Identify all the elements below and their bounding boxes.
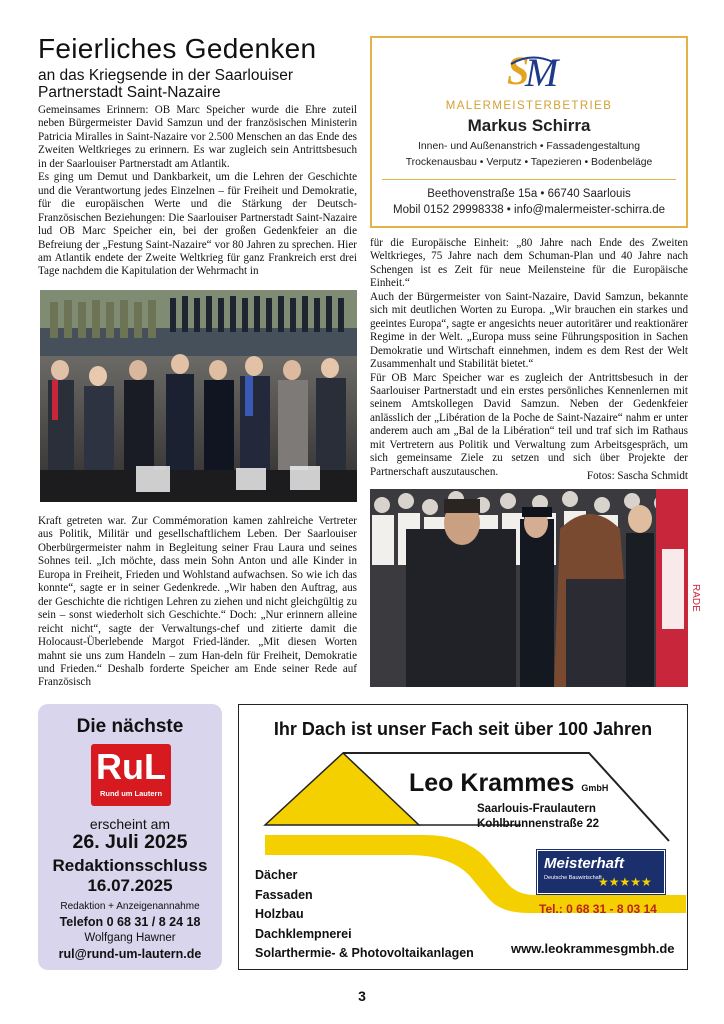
ceremony-photo-image [40,290,357,502]
painter-address: Beethovenstraße 15a • 66740 Saarlouis [427,188,631,200]
roofing-headline: Ihr Dach ist unser Fach seit über 100 Jahren [273,719,653,739]
rul-deadline-label: Redaktionsschluss [52,856,208,875]
painter-logo-icon [503,48,559,94]
roofing-address-line1: Saarlouis-Fraulautern [477,803,596,815]
painter-divider [382,179,676,180]
roofing-company-suffix: GmbH [581,783,609,793]
article-paragraph: für die Europäische Einheit: „80 Jahre nach Ende des Zweiten Weltkrieges, 75 Jahre nach dem Schuman-Plan und 40 Jahre nach Schengen ist es Zeit für neue Meilensteine für die Europäische Einheit.“ [370,237,688,290]
rul-heading: Die nächste [76,716,184,737]
photo-credit: Fotos: Sascha Schmidt [586,470,688,482]
rul-logo-text: RuL [96,746,166,787]
crowd-photo-image [370,489,701,687]
rul-phone: Telefon 0 68 31 / 8 24 18 [59,915,201,929]
rul-appears-label: erscheint am [89,816,171,832]
article-paragraph: Auch der Bürgermeister von Saint-Nazaire, David Samzun, bekannte sich mit deutlichen Worten zu Europa. „Wir brauchen ein starkes und geeintes Europa“, sagte er angesichts neuer autoritärer und reaktionärer Regime in der Welt. „Europa muss seine Führungsposition in Sachen Demokratie und Wirtschaft einnehmen, indem es dem Rest der Welt Zusammenhalt und Stabilität bietet.“ [370,290,688,371]
crowd-photo [370,489,701,687]
rul-email: rul@rund-um-lautern.de [58,947,202,961]
article-paragraph: Gemeinsames Erinnern: OB Marc Speicher wurde die Ehre zuteil neben Bürgermeister David Samzun und der französischen Ministerin Patricia Miralles in Saint-Nazaire vor 2.500 Menschen an das Ende des Zweiten Weltkrieges zu erinnern. Es war zugleich sein Antrittsbesuch in der Saarlouiser Partnerstadt am Atlantik. [38,104,357,170]
rul-service: Redaktion + Anzeigenannahme [60,901,200,912]
roofing-address-line2: Kohlbrunnenstraße 22 [477,818,600,830]
roofing-services [255,866,474,964]
article-paragraph: Kraft getreten war. Zur Commémoration kamen zahlreiche Vertreter aus Politik, Militär und gesellschaftlichem Leben. Der Saarlouiser Oberbürgermeister nahm in Begleitung seiner Frau Laura und seines Sohnes teil. „Ich möchte, dass mein Sohn Anton und alle Kinder in Europa in Freiheit, Frieden und Wohlstand aufwachsen. So wie ich das konnte“, sagte er in seiner Gedenkrede. „Wir haben den Auftrag, aus der Geschichte die richtigen Lehren zu ziehen und nicht gleichgültig zu sein – sonst wiederholt sich Geschichte.“ Doch: „Nur erinnern alleine reicht nicht“, sagte der Verwaltungs-chef und zitierte damit die Holocaust-Überlebende Margot Fried-länder. „Mit diesen Worten mahnt sie uns zum Handeln – zum Han-deln für Freiheit, Demokratie und Frieden.“ Deshalb forderte Speicher am Ende seiner Rede auf Französisch [38,515,357,689]
roofing-website: www.leokrammesgmbh.de [511,941,675,956]
rul-logo-subtitle: Rund um Lautern [99,789,163,798]
article-paragraph: Es ging um Demut und Dankbarkeit, um die Lehren der Geschichte und die Verantwortung jedes Einzelnen – für Freiheit und Demokratie, für die europäischen Werte und die Stärkung der Deutsch-Französischen Beziehungen: Die Saarlouiser Partnerstadt Saint-Nazaire lud OB Marc Speicher ein, bei der großen Gedenkfeier an die Befreiung der „Festung Saint-Nazaire“ vor 80 Jahren zu sprechen. Hier am Atlantik endete der Zweite Weltkrieg für ganz Frankreich erst drei Tage nachdem die Kapitulation der Wehrmacht in [38,171,357,278]
roofing-service-item: Solarthermie- & Photovoltaikanlagen [255,946,474,960]
article-paragraph: Für OB Marc Speicher war es zugleich der Antrittsbesuch in der Saarlouiser Partnerstadt und ein erstes persönliches Kennenlernen mit seinem Amtskollegen David Samzun. Neben der Gedenkfeier anlässlich der „Libération de la Poche de Saint-Nazaire“ nahm er unter anderem auch am „Bal de la Libération“ teil und traf sich im Rathaus mit Vertretern aus Politik und Verwaltung zum Arbeitsgespräch, um sich gemeinsame Ziele zu setzen und sich über Projekte der Partnerschaft auszutauschen. [370,371,688,478]
painter-company-type: MALERMEISTERBETRIEB [445,100,613,112]
svg-text:S: S [507,48,530,93]
article-subtitle-line1: an das Kriegsende in der Saarlouiser [38,67,294,84]
article-subtitle-line2: Partnerstadt Saint-Nazaire [38,84,221,101]
rul-deadline: 16.07.2025 [87,876,173,895]
meisterhaft-badge [537,850,665,894]
roofing-company [409,769,608,798]
roofing-phone: Tel.: 0 68 31 - 8 03 14 [539,902,657,916]
ceremony-photo [40,290,357,502]
rul-logo [91,744,171,806]
page-number: 3 [358,988,366,1004]
roofing-service-item: Fassaden [255,887,313,902]
painter-name: Markus Schirra [467,116,591,135]
rul-person: Wolfgang Hawner [84,932,176,944]
roofing-service-item: Dächer [255,868,298,882]
roofing-ad [238,704,688,970]
article-title: Feierliches Gedenken [38,33,317,64]
meisterhaft-badge-subtitle: Deutsche Bauwirtschaft [544,875,602,881]
painter-ad [370,36,688,228]
svg-text:M: M [525,50,559,95]
article-intro [38,104,357,279]
article-column-two [370,237,688,479]
rul-date: 26. Juli 2025 [72,831,188,853]
meisterhaft-badge-text: Meisterhaft [544,855,625,872]
painter-services-line2: Trockenausbau • Verputz • Tapezieren • Bodenbeläge [405,157,653,168]
painter-services-line1: Innen- und Außenanstrich • Fassadengestaltung [418,141,640,152]
svg-text:RADE: RADE [690,584,701,612]
painter-contact: Mobil 0152 29998338 • info@malermeister-schirra.de [392,204,666,216]
roofing-service-item: Holzbau [255,907,304,921]
meisterhaft-stars-icon: ★★★★★ [598,875,652,889]
roofing-service-item: Dachklempnerei [255,926,352,941]
rul-ad [38,704,222,970]
article-continuation [38,515,357,690]
roofing-company-name: Leo Krammes [409,769,575,797]
